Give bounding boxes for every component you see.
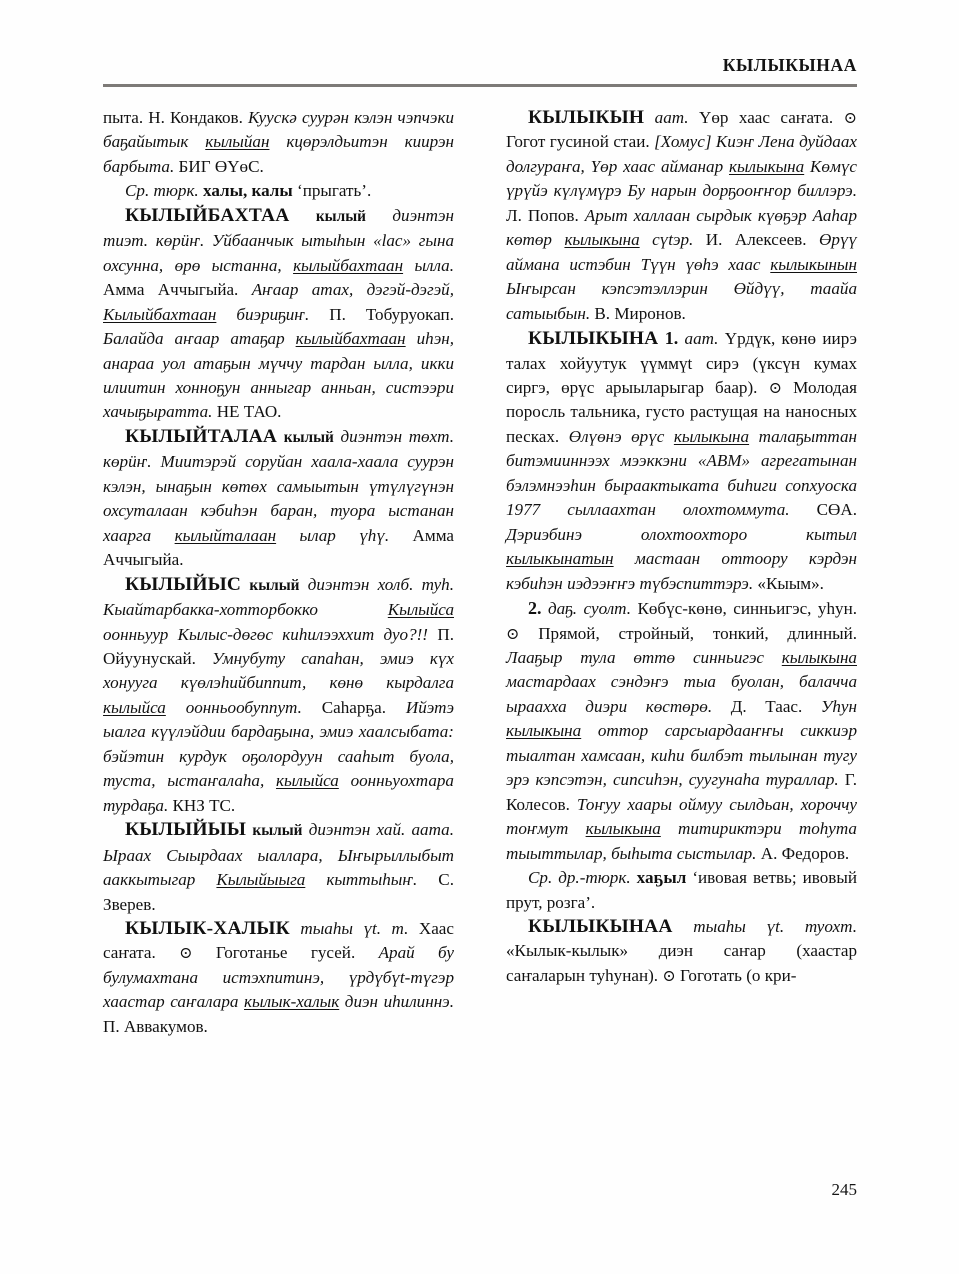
entry-definition: Көбүс-көнө, синньигэс, уhун. [637, 599, 857, 619]
dictionary-entry [103, 818, 454, 917]
entry-body: Көмүс үрүйэ күлүмүрэ Бу нарын дорҕооҥҥор биллэрэ. [506, 156, 857, 201]
dictionary-entry [506, 326, 857, 596]
cited-form: кылыйан [205, 132, 270, 152]
dictionary-entry [103, 917, 454, 1039]
reference-word: кылый [252, 822, 303, 840]
dictionary-entry [506, 915, 857, 988]
entry-body: Өрүү аймана истэбин Түүн үөhэ хаас [506, 230, 857, 274]
entry-body: оттор сарсыардааҥҥы сиккиэр тыалтан хамсаан, киhи билбэт тылынан тугу эрэ кэпсэтэн, сипсиhэн, суугунаhа тураллар. [506, 721, 857, 790]
entry-body: сүtэр. [652, 230, 694, 250]
citation-author: П. Тобуруокап. [329, 304, 454, 324]
cited-form: кылыкына [585, 819, 661, 839]
translation-marker-icon: ⊙ [843, 110, 857, 127]
dictionary-sense-2 [506, 596, 857, 866]
sense-number: 1. [664, 328, 679, 349]
entry-body: [Хомус] Киэҥ Лена дуйдаах долгураҥа, Үөр хаас айманар [506, 132, 857, 176]
entry-definition: Хаас саҥата. [103, 918, 454, 963]
entry-body: ылла. [414, 255, 454, 275]
citation-author: И. Алексеев. [705, 230, 807, 250]
citation-author: А. Федоров. [760, 843, 850, 863]
entry-body: мастардаах сэндэҥэ тыа буолан, балачча ыраахха диэри көстөрө. [506, 672, 857, 716]
cognate-note-left [103, 179, 454, 203]
entry-body: иhэн, анараа уол атаҕын мүччу тардан ылла, икки илиитин хонноҕун анныгар анньан, систээри хачыҕыратта. [103, 329, 454, 422]
grammar-label: тыаhы үt. туохт. [693, 916, 857, 936]
entry-body: оонньообуппут. [185, 697, 302, 717]
running-head: КЫЛЫКЫНАА [722, 55, 857, 75]
grammar-label: диэнтэн төхт. көрӥҥ. [103, 426, 455, 472]
russian-gloss: Прямой, стройный, тонкий, длинный. [538, 623, 857, 643]
entry-body: Арыт халлаан сырдык күөҕэр Ааhар көтөр [506, 205, 858, 250]
cognate-forms: халы, калы [203, 181, 293, 201]
reference-word: кылый [249, 576, 300, 594]
cited-form: Кылыйыыга [216, 870, 306, 890]
cited-form: Кылыйбахтаан [103, 304, 217, 324]
headword: КЫЛЫКЫНА [528, 328, 659, 350]
cited-form: кылыкына [781, 647, 857, 667]
reference-word: кылый [283, 428, 334, 446]
cited-form: кылыкына [506, 721, 582, 741]
entry-body: титириктэри тоhута тыыттылар, быhыта сыстылар. [506, 819, 857, 863]
entry-body: Арай бу булумахтана истэхпитинэ, үрдүбүt-түгэр хаастар саҥалара [103, 943, 455, 1012]
entry-body: Кыайтарбакка-хотторбокко [103, 600, 318, 620]
entry-body: оонньуохтара турдаҕа. [103, 771, 454, 815]
cited-form: кылыйбахтаан [293, 255, 404, 275]
translation-marker-icon: ⊙ [179, 945, 193, 963]
column-left [103, 106, 454, 1039]
cited-form: кылыкына [728, 156, 805, 176]
translation-marker-icon: ⊙ [506, 625, 520, 643]
citation-source: «Кыым». [757, 573, 824, 593]
continuation-seg3: кцөрэлдьитэн киирэн барбыта. [103, 132, 455, 176]
citation-source: КНЗ ТС. [172, 795, 236, 815]
citation-author: Г. Колесов. [506, 770, 857, 814]
entry-body: биэриҕиҥ. [236, 304, 310, 324]
entry-body: Аҥаар атах, дэгэй-дэгэй, [251, 280, 454, 300]
cognate-forms: хаҕыл [636, 868, 687, 888]
cited-form: кылык-халык [244, 992, 340, 1012]
reference-word: кылый [315, 207, 366, 225]
continuation-seg2: Куускә суурән кэлэн чэпчэки баҕайытык [103, 108, 455, 152]
cognate-note-right [506, 866, 857, 915]
russian-gloss: Молодая поросль тальника, густо растущая на наносных песках. [506, 377, 857, 446]
dictionary-entry [103, 425, 454, 573]
citation-author: Д. Таас. [730, 696, 803, 716]
citation-source: СӨА. [816, 500, 857, 520]
entry-definition: Үрдүк, көнө иирэ талах хойуутук үүммүt сирэ (үксүн кумах сиргэ, өрүс арыыларыгар баар). [506, 329, 857, 397]
headword: КЫЛЫЙЫЫ [125, 819, 247, 841]
cf-label: Ср. др.-тюрк. [528, 868, 631, 888]
cited-form: Кылыйса [387, 600, 454, 620]
cited-form: кылыйталаан [174, 525, 277, 545]
header-rule [103, 84, 857, 87]
citation-author: Амма Аччыгыйа. [103, 525, 454, 570]
entry-body: Умнубуту саnаhан, эмиэ күх хонууга күөлэhийбиппит, көнө кырдалга [103, 648, 454, 693]
entry-body: Миитэрэй соруйан хаала-хаала суурэн кэлэн, ынаҕын көтөх самыытын үтүлүгүнэн охсуталаан кэбиhэн баран, туора ыстанан хаарга [103, 452, 454, 545]
entry-body: Балайда аҥаар атаҕар [103, 329, 285, 349]
grammar-label: диэнтэн холб. туh. [307, 574, 454, 594]
grammar-label: диэнтэн хай. аата. [308, 820, 454, 840]
entry-body: мастаан оттоору кэрдэн кэбиhэн иэдээҥҥэ түбэспиттэрэ. [506, 549, 857, 593]
continuation-paragraph [103, 106, 454, 179]
dictionary-entry [103, 573, 454, 819]
russian-gloss: Гоготать (о кри- [680, 965, 797, 985]
headword: КЫЛЫК-ХАЛЫК [125, 917, 290, 939]
entry-body: Ийэтэ ыалга күүлэйдии бардаҕына, эмиэ хаалсыбата: бэйэтин курдук оҕолордуун сааhыт буола, туста, ыстаҥалаhа, [103, 697, 454, 791]
citation-author: С. Зверев. [103, 870, 454, 914]
citation-author: Л. Попов. [506, 205, 579, 225]
entry-body: кыттыhыҥ. [326, 870, 418, 890]
grammar-label: даҕ. суолт. [547, 599, 631, 619]
cited-form: кылыйбахтаан [295, 329, 406, 349]
russian-gloss: Гогот гусиной стаи. [506, 132, 650, 152]
entry-body: Уhун [820, 696, 857, 716]
dictionary-entry [506, 106, 857, 326]
entry-body: Өлүөнэ өрүс [568, 426, 665, 446]
cited-form: кылыйса [103, 697, 166, 717]
entry-body: талаҕыттан битэмииннээх мээккэни «АВМ» агрегатынан бэлэмнээhин быраактыката биhиги сопхуоска 1977 сыллаахтан олохтоммута. [506, 426, 857, 520]
citation-author: П. Ойуунускай. [103, 624, 454, 668]
headword: КЫЛЫЙТАЛАА [125, 425, 278, 447]
cognate-gloss: ‘прыгать’. [297, 181, 372, 201]
citation-author: П. Аввакумов. [103, 1016, 208, 1036]
entry-body: Дэриэбинэ олохтоохторо кытыл [506, 524, 857, 544]
citation-author: В. Миронов. [594, 303, 686, 323]
headword: КЫЛЫЙЫС [125, 573, 242, 595]
grammar-label: аат. [684, 329, 719, 349]
cited-form: кылыйса [275, 771, 339, 791]
cited-form: кылыкынатын [506, 549, 614, 569]
translation-marker-icon: ⊙ [768, 379, 782, 397]
entry-definition: «Кылык-кылык» диэн саҥар (хаастар саҥаларын туhунан). [506, 941, 857, 985]
cited-form: кылыкына [673, 426, 750, 446]
citation-author: Саhарҕа. [321, 697, 387, 717]
entry-body: Уйбаанчык ытыhын «lас» гына охсунна, өрө ыстанна, [103, 231, 454, 275]
cited-form: кылыкынын [770, 254, 857, 274]
entry-body: ылар үhү. [299, 525, 390, 545]
citation-author: Амма Аччыгыйа. [103, 280, 239, 300]
grammar-label: тыаhы үt. т. [300, 918, 409, 938]
continuation-seg1: пыта. [103, 108, 144, 127]
citation-source: НЕ ТАО. [216, 402, 282, 422]
entry-body: Лааҕыр тула өттө синньигэс [506, 647, 764, 667]
text-columns [103, 106, 857, 1166]
continuation-author: Н. Кондаков. [148, 108, 243, 127]
entry-body: Ыраах Сыырдаах ыаллара, Ыҥырыллыбыт ааккытыгар [103, 845, 454, 890]
headword: КЫЛЫЙБАХТАА [125, 204, 290, 226]
entry-body: Ыҥырсан кэпсэтэллэрин Өйдүү, таайа сатыыбын. [506, 279, 857, 323]
headword: КЫЛЫКЫНАА [528, 915, 673, 937]
cognate-gloss: ‘ивовая ветвь; ивовый прут, розга’. [506, 868, 857, 912]
grammar-label: аат. [654, 108, 689, 127]
entry-body: диэн иhилиннэ. [344, 992, 454, 1012]
entry-body: Тоҥуу хаары оймуу сылдьан, хороччу тоҥмут [506, 794, 857, 839]
russian-gloss: Гоготанье гусей. [215, 943, 356, 963]
sense-number: 2. [528, 598, 542, 619]
dictionary-entry [103, 204, 454, 425]
page-number: 245 [831, 1180, 857, 1199]
entry-body: оонньуур Кылыс-дөгөс киhилээххит дуо?!! [103, 624, 429, 644]
headword: КЫЛЫКЫН [528, 107, 645, 128]
continuation-source: БИГ ӨҮөС. [178, 156, 264, 176]
entry-definition: Үөр хаас саҥата. [699, 108, 834, 127]
cf-label: Ср. тюрк. [125, 181, 199, 201]
column-right [506, 106, 857, 988]
translation-marker-icon: ⊙ [662, 967, 676, 985]
grammar-label: диэнтэн тиэт. көрӥҥ. [103, 205, 454, 251]
cited-form: кылыкына [564, 230, 640, 250]
